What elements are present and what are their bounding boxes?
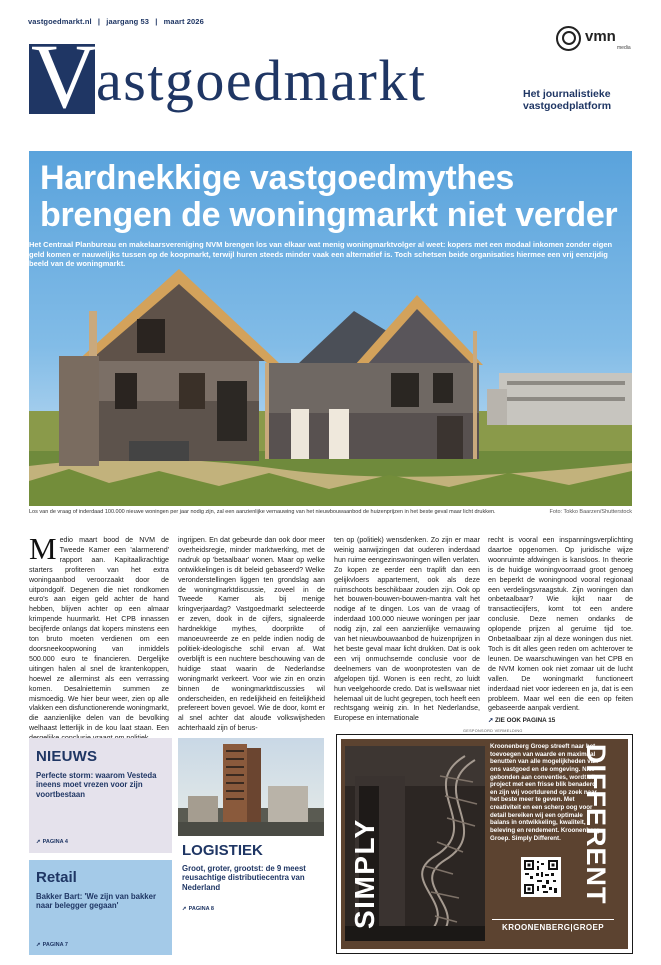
article-column-2 (178, 536, 325, 734)
retail-page-label: PAGINA 7 (42, 942, 68, 948)
column-1-text: edio maart bood de NVM de Tweede Kamer een 'alarmerend' rapport aan. Kapitaalkrachtige starters profiteren van het extra woningaanbod veroorzaakt door de uitpondgolf. Degenen die niet rondkomen euro's aan eigen geld achter de hand hebben, blijven achter op een almaar krimpende huurmarkt. Het CPB innassen becijferde onlangs dat kopers minstens een ton bruto moeten verdienen om een doorsneekoopwoning van inmiddels 500.000 euro te financieren. Dergelijke uitingen halen al snel de krantenkoppen, hoewel ze allerminst als een verrassing komen. Desalniettemin summen ze mismoedig. We hier beur weer, zien op alle vlakken een disfunctionerende woningmarkt, die aanzienlijke delen van de bevolking welhaast letterlijk in de kou laat staan. Een (29, 536, 169, 733)
headline-line-2: brengen de woningmarkt niet verder (40, 195, 618, 234)
ad-simply-word: SIMPLY (349, 818, 380, 929)
arrow-icon: ➚ (36, 942, 41, 948)
vmn-media-logo[interactable] (556, 26, 632, 52)
news-teaser-text: Perfecte storm: waarom Vesteda ineens moet vrezen voor zijn voortbestaan (36, 771, 157, 799)
ad-brand-logo: KROONENBERG|GROEP (492, 919, 614, 932)
news-page-label: PAGINA 4 (42, 839, 68, 845)
masthead-v-block (29, 25, 98, 127)
masthead-tagline (523, 88, 611, 112)
logistics-teaser-text: Groot, groter, grootst: de 9 meest reusachtige distributiecentra van Nederland (182, 864, 306, 892)
logistics-photo (178, 738, 324, 836)
column-4-text: recht is vooral een inspanningsverplichting daartoe opgenomen. Op juridische wijze woonruimte afdwingen is kansloos. In theorie is de huidige woningvoorraad groot genoeg en beperkt de woningnood vooral regionaal een verdelingsvraagstuk. Zijn woningen dan onbetaalbaar? Wie kijkt naar de transactiecijfers, komt tot een andere conclusie. Deze nemen ondanks de oplopende prijzen al geruime tijd toe. Onbetaalbaar zijn al deze woningen dus niet. Toch is dit alles geen reden om achterover te leunen. De waarschuwingen van het CPB en de NVM komen ook niet zomaar uit de lucht vallen. De woningmarkt functioneert inderdaad niet voor iedereen en ja, dat is een probleem. Maar wel een die een op feiten gebaseerde aanpak verdient. (488, 536, 633, 713)
article-column-3 (334, 536, 480, 724)
drop-cap: M (29, 531, 57, 566)
photo-credit: Foto: Tokko Baarzen/Shutterstock (549, 509, 632, 515)
tower-illustration (178, 738, 324, 836)
logistics-page-ref (182, 906, 214, 912)
vmn-logo-text: vmn (585, 28, 616, 45)
retail-teaser-text: Bakker Bart: 'We zijn van bakker naar belegger gegaan' (36, 892, 157, 911)
article-column-1 (29, 531, 169, 744)
arrow-icon: ➚ (488, 717, 494, 725)
lead-headline (40, 160, 620, 233)
separator: | (155, 17, 158, 26)
ad-body-text: Kroonenberg Groep streeft naar het toevoegen van waarde en maximaal benutten van alle mogelijkheden van ons vastgoed en de omgeving. Niet gebonden aan conventies, wordt elk project met een frisse blik benaderd en zijn wij voortdurend op zoek naar het beste meer te geven. Met creativiteit en een scherp oog voor detail bereiken wij een optimale balans in ontwikkeling, kwaliteit, beleving en rendement. Kroonenberg Groep. Simply Different. (490, 743, 600, 842)
kroonenberg-ad[interactable] (341, 739, 628, 949)
column-3-text: ten op (politiek) wensdenken. Zo zijn er maar weinig aanwijzingen dat ouderen inderdaad hun ruime eengezinswoningen willen verlaten. Zo kopen ze eerder een traplift dan een gelijkvloers appartement, ook als deze ruimschoots beschikbaar zouden zijn. Ook op het bouwen-bouwen-bouwen-mantra valt het nodige af te dingen. Los van de vraag of inderdaad 100.000 nieuwe woningen per jaar nodig zijn, zal een aanzienlijke vernauwing van het nieuwbouwaanbod de huizenprijzen in het beste geval maar licht drukken. Dat is ook een vrij onmuchsernde conclusie voor de deelnemers van de woonprotesten van de afgelopen tijd. Wonen is een recht, zo luidt hun veelgehoorde credo. Dat is wellswaar niet helemaal uit de lucht gegrepen, toch heeft een rechtsgang weinig zin. In het Nederlandse, Europese en internationale (334, 536, 480, 723)
see-also-link[interactable] (488, 716, 633, 726)
logistics-page-label: PAGINA 8 (188, 906, 214, 912)
headline-line-1: Hardnekkige vastgoedmythes (40, 159, 515, 197)
news-heading: NIEUWS (36, 748, 98, 765)
lead-intro: Het Centraal Planbureau en makelaarsvereniging NVM brengen los van elkaar wat menig woningmarktvolger al weet: kopers met een modaal inkomen zonder eigen geld komen er nauwelijks tussen op de koopmarkt, terwijl huren steeds minder vaak een alternatief is. Toch schetsen beide organisaties hiermee een vrij eenzijdig beeld van de woningmarkt. (29, 240, 613, 269)
separator: | (97, 17, 101, 26)
masthead-v-letter: V (31, 25, 98, 127)
arrow-icon: ➚ (182, 906, 187, 912)
photo-caption: Los van de vraag of inderdaad 100.000 nieuwe woningen per jaar nodig zijn, zal een aanzienlijke vernauwing van het nieuwbouwaanbod de huizenprijzen in het beste geval maar licht drukken. (29, 509, 496, 515)
see-also-label: ZIE OOK PAGINA 15 (495, 717, 556, 725)
qr-pattern (524, 860, 558, 894)
column-2-text: ingrijpen. En dat gebeurde dan ook door meer overheidsregie, minder marktwerking, met de nadruk op 'betaalbaar' wonen. Maar op welke ontwikkelingen is dit beleid gebaseerd? Welke veronderstellingen liggen ten grondslag aan de woningmarktdiscussie, zoveel in de Tweede Kamer als bij menige kringverjaardag? Vastgoedmarkt selecteerde er zeven, dook in de cijfers, signaleerde hardnekkige mythes, doorprikte of manoeuvreerde ze en pelde indien nodig de politiek-ideologische schil ervan af. Wat overblijft is een nuchtere beschouwing van de huidige staat waarin de Nederlandse woningmarkt verkeert. Voor wie zin en onzin binnen de woningmarktdiscussies wil onderscheiden, en redelijkheid en feitelijkheid prefereert boven gevoel. Wie de door, komt er al snel achter dat alouđe volkswijsheden achterhaald zijn of berus- (178, 536, 325, 733)
tagline-line-1: Het journalistieke (523, 88, 611, 100)
vmn-logo-inner-icon (562, 31, 576, 45)
retail-page-ref (36, 942, 68, 948)
ad-label: GESPONSORD VERMELDING (460, 729, 526, 733)
tagline-line-2: vastgoedplatform (523, 100, 612, 113)
arrow-icon: ➚ (36, 839, 41, 845)
volume-label: jaargang 53 (106, 17, 150, 26)
retail-heading: Retail (36, 869, 77, 886)
article-column-4 (488, 536, 633, 726)
vmn-logo-sub: media (617, 45, 631, 51)
site-url[interactable]: vastgoedmarkt.nl (28, 17, 92, 26)
ad-different-word: DIFFERENT (581, 744, 611, 905)
news-page-ref (36, 839, 68, 845)
logistics-heading: LOGISTIEK (182, 842, 263, 859)
news-teaser[interactable] (29, 738, 172, 853)
logistics-teaser[interactable] (178, 838, 328, 955)
masthead-title: astgoedmarkt (96, 48, 427, 113)
retail-teaser[interactable] (29, 860, 172, 955)
qr-code-icon[interactable] (521, 857, 561, 897)
issue-date: maart 2026 (163, 17, 204, 26)
